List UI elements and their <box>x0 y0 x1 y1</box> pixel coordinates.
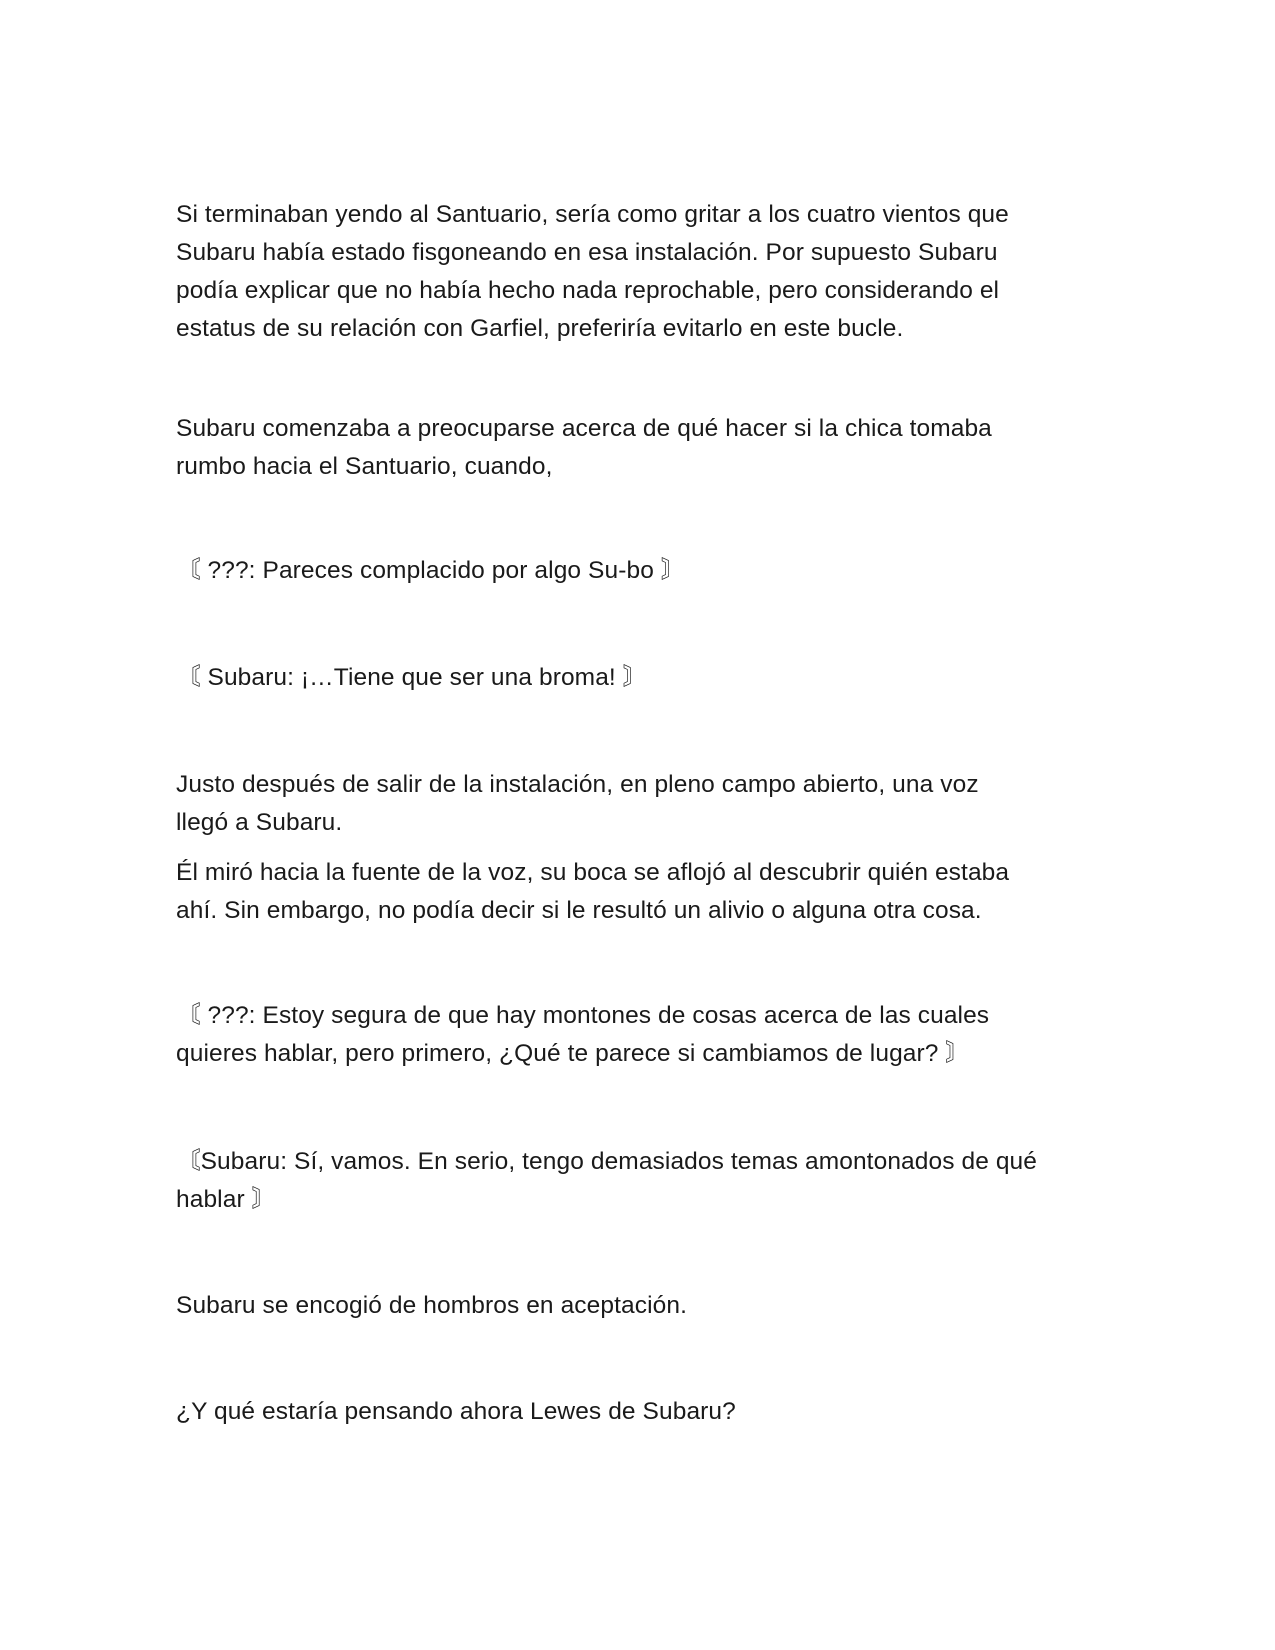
text-line: llegó a Subaru. <box>176 809 343 836</box>
dialogue-line: 〘 Subaru: ¡…Tiene que ser una broma! 〙 <box>176 664 648 691</box>
dialogue-4 <box>176 1143 1096 1219</box>
dialogue-line: 〘 ???: Pareces complacido por algo Su-bo 〙 <box>176 557 686 584</box>
dialogue-3 <box>176 997 1096 1073</box>
dialogue-line: 〘Subaru: Sí, vamos. En serio, tengo demasiados temas amontonados de qué <box>176 1148 1038 1175</box>
dialogue-line: quieres hablar, pero primero, ¿Qué te parece si cambiamos de lugar? 〙 <box>176 1040 971 1067</box>
text-line: ¿Y qué estaría pensando ahora Lewes de Subaru? <box>176 1398 736 1425</box>
text-line: podía explicar que no había hecho nada reprochable, pero considerando el <box>176 277 1000 304</box>
paragraph-3 <box>176 766 1096 842</box>
text-line: Si terminaban yendo al Santuario, sería como gritar a los cuatro vientos que <box>176 201 1009 228</box>
text-line: Subaru comenzaba a preocuparse acerca de qué hacer si la chica tomaba <box>176 415 992 442</box>
paragraph-4 <box>176 854 1096 930</box>
dialogue-line: 〘 ???: Estoy segura de que hay montones de cosas acerca de las cuales <box>176 1002 990 1029</box>
text-line: Subaru había estado fisgoneando en esa instalación. Por supuesto Subaru <box>176 239 998 266</box>
paragraph-1 <box>176 196 1096 348</box>
paragraph-6 <box>176 1393 1096 1431</box>
paragraph-5 <box>176 1287 1096 1325</box>
text-line: Justo después de salir de la instalación, en pleno campo abierto, una voz <box>176 771 979 798</box>
text-line: Él miró hacia la fuente de la voz, su boca se aflojó al descubrir quién estaba <box>176 859 1010 886</box>
text-line: rumbo hacia el Santuario, cuando, <box>176 453 553 480</box>
text-line: ahí. Sin embargo, no podía decir si le resultó un alivio o alguna otra cosa. <box>176 897 982 924</box>
dialogue-2 <box>176 659 1096 697</box>
dialogue-line: hablar 〙 <box>176 1186 277 1213</box>
paragraph-2 <box>176 410 1096 486</box>
dialogue-1 <box>176 552 1096 590</box>
text-line: estatus de su relación con Garfiel, preferiría evitarlo en este bucle. <box>176 315 904 342</box>
text-line: Subaru se encogió de hombros en aceptación. <box>176 1292 687 1319</box>
